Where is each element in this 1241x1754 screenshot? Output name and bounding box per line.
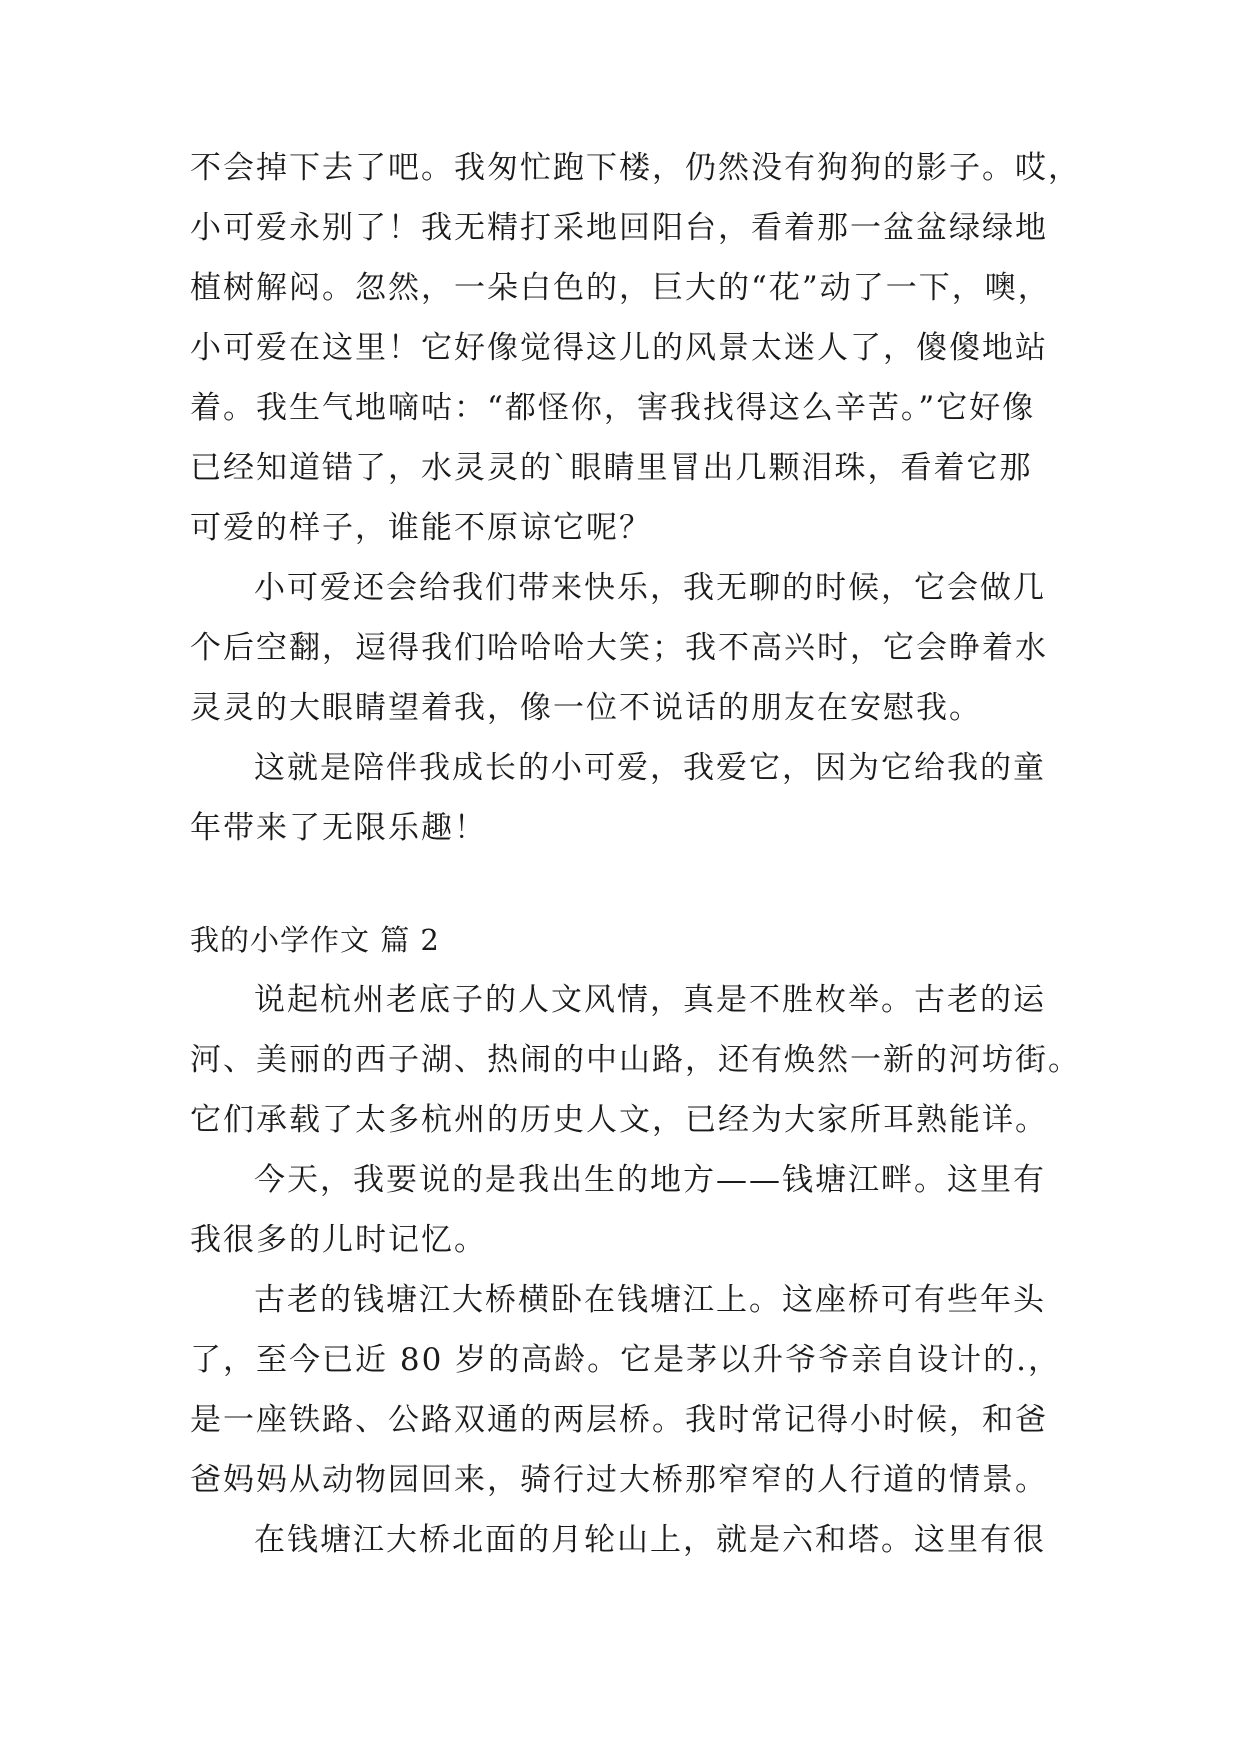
paragraph-first-line: 在钱塘江大桥北面的月轮山上，就是六和塔。这里有很 [254,1522,1046,1558]
text-line: 个后空翻，逗得我们哈哈哈大笑；我不高兴时，它会睁着水 [190,630,1048,666]
text-line: 爸妈妈从动物园回来，骑行过大桥那窄窄的人行道的情景。 [190,1462,1048,1498]
text-line: 灵灵的大眼睛望着我，像一位不说话的朋友在安慰我。 [190,690,982,726]
text-line: 了，至今已近 80 岁的高龄。它是茅以升爷爷亲自设计的.， [190,1342,1062,1378]
text-line: 我很多的儿时记忆。 [190,1222,487,1258]
paragraph-first-line: 说起杭州老底子的人文风情，真是不胜枚举。古老的运 [254,982,1046,1018]
text-line: 不会掉下去了吧。我匆忙跑下楼，仍然没有狗狗的影子。哎， [190,150,1081,186]
text-line: 年带来了无限乐趣！ [190,810,487,846]
paragraph-first-line: 古老的钱塘江大桥横卧在钱塘江上。这座桥可有些年头 [254,1282,1046,1318]
text-line: 可爱的样子，谁能不原谅它呢？ [190,510,652,546]
text-line: 植树解闷。忽然，一朵白色的，巨大的“花”动了一下，噢， [190,270,1051,306]
text-line: 小可爱在这里！它好像觉得这儿的风景太迷人了，傻傻地站 [190,330,1048,366]
text-line: 着。我生气地嘀咕：“都怪你，害我找得这么辛苦。”它好像 [190,390,1036,426]
section-heading: 我的小学作文 篇 2 [190,923,440,957]
paragraph-first-line: 今天，我要说的是我出生的地方——钱塘江畔。这里有 [254,1162,1046,1198]
text-line: 是一座铁路、公路双通的两层桥。我时常记得小时候，和爸 [190,1402,1048,1438]
text-line: 小可爱永别了！我无精打采地回阳台，看着那一盆盆绿绿地 [190,210,1048,246]
paragraph-first-line: 这就是陪伴我成长的小可爱，我爱它，因为它给我的童 [254,750,1046,786]
text-line: 河、美丽的西子湖、热闹的中山路，还有焕然一新的河坊街。 [190,1042,1081,1078]
text-line: 已经知道错了，水灵灵的`眼睛里冒出几颗泪珠，看着它那 [190,450,1033,486]
text-line: 它们承载了太多杭州的历史人文，已经为大家所耳熟能详。 [190,1102,1048,1138]
paragraph-first-line: 小可爱还会给我们带来快乐，我无聊的时候，它会做几 [254,570,1046,606]
